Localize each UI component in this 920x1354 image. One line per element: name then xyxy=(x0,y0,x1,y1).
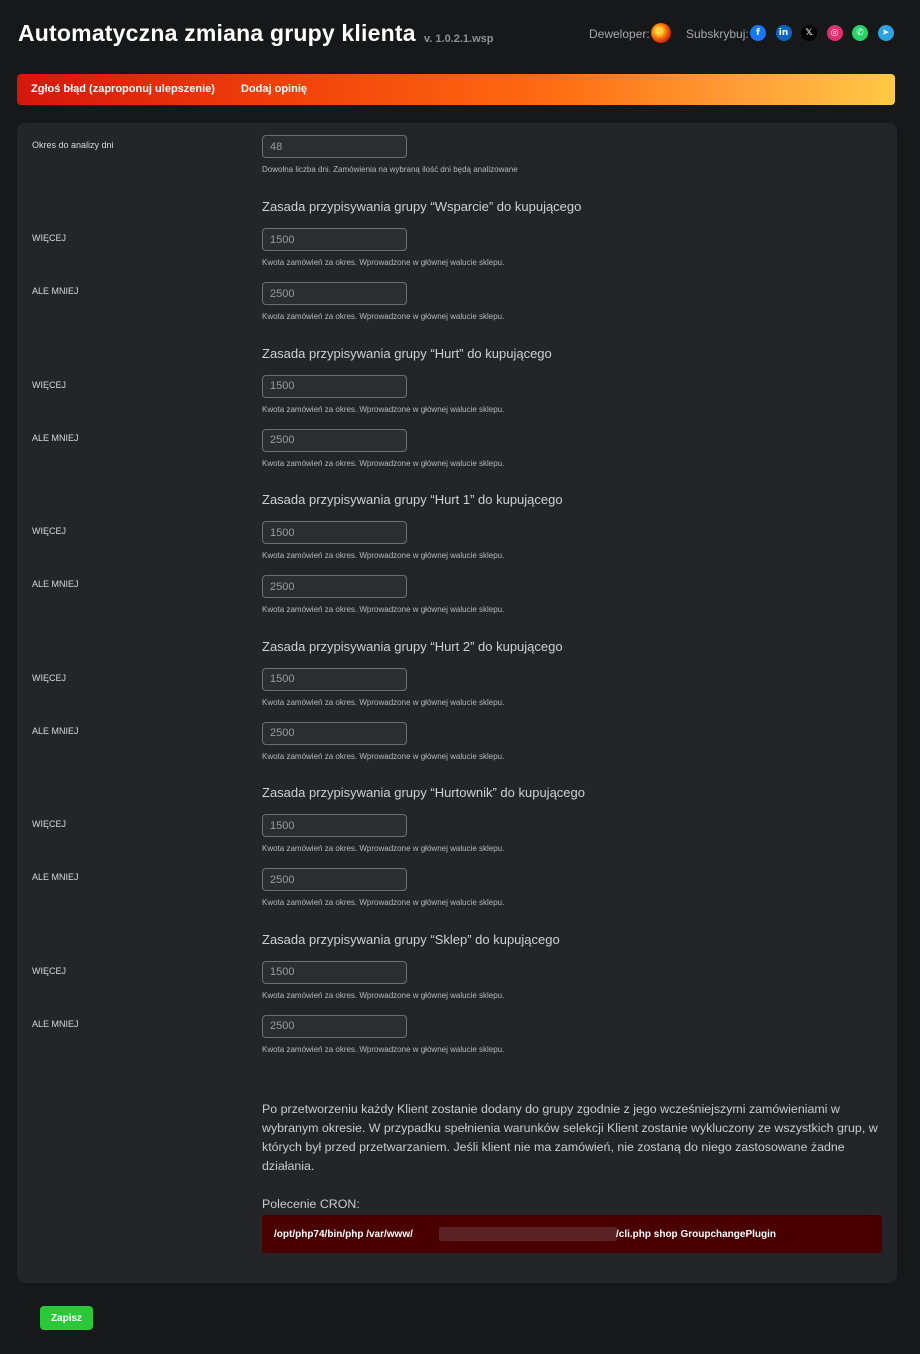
more-label: WIĘCEJ xyxy=(32,965,67,976)
less-amount-input[interactable] xyxy=(262,722,407,745)
more-amount-input[interactable] xyxy=(262,521,407,544)
less-label: ALE MNIEJ xyxy=(32,725,79,736)
amount-hint: Kwota zamówień za okres. Wprowadzone w głównej walucie sklepu. xyxy=(262,751,505,761)
less-amount-input[interactable] xyxy=(262,282,407,305)
rule-section-title: Zasada przypisywania grupy “Hurt” do kupującego xyxy=(262,345,552,361)
rule-section-title: Zasada przypisywania grupy “Hurt 1” do kupującego xyxy=(262,492,563,507)
linkedin-icon[interactable]: in xyxy=(776,25,792,41)
rule-section-title: Zasada przypisywania grupy “Wsparcie” do kupującego xyxy=(262,199,582,214)
action-banner xyxy=(17,74,895,105)
add-review-link[interactable]: Dodaj opinię xyxy=(241,83,307,95)
version-label: v. 1.0.2.1.wsp xyxy=(424,33,494,45)
less-amount-input[interactable] xyxy=(262,868,407,891)
more-amount-input[interactable] xyxy=(262,961,407,984)
whatsapp-icon[interactable]: ✆ xyxy=(852,25,868,41)
more-label: WIĘCEJ xyxy=(32,379,67,390)
developer-logo-icon[interactable] xyxy=(651,23,671,43)
instagram-icon[interactable]: ◎ xyxy=(827,25,843,41)
more-amount-input[interactable] xyxy=(262,668,407,691)
amount-hint: Kwota zamówień za okres. Wprowadzone w głównej walucie sklepu. xyxy=(262,697,505,707)
less-amount-input[interactable] xyxy=(262,575,407,598)
process-description: Po przetworzeniu każdy Klient zostanie dodany do grupy zgodnie z jego wcześniejszymi zamówieniami w wybranym okresie. W przypadku spełnienia warunków selekcji Klient zostanie wykluczony ze wszystkich grup, w których był przed przetwarzaniem. Jeśli klient nie ma zamówień, nie zostaną do niego zastosowane żadne działania. xyxy=(262,1102,878,1173)
period-hint: Dowolna liczba dni. Zamówienia na wybraną ilość dni będą analizowane xyxy=(262,165,518,174)
redacted-path xyxy=(439,1227,617,1241)
more-label: WIĘCEJ xyxy=(32,526,67,536)
amount-hint: Kwota zamówień za okres. Wprowadzone w głównej walucie sklepu. xyxy=(262,844,505,853)
rule-section-title: Zasada przypisywania grupy “Sklep” do kupującego xyxy=(262,931,560,947)
cron-command-suffix: /cli.php shop GroupchangePlugin xyxy=(616,1229,776,1240)
amount-hint: Kwota zamówień za okres. Wprowadzone w głównej walucie sklepu. xyxy=(262,605,505,614)
more-label: WIĘCEJ xyxy=(32,819,67,829)
telegram-icon[interactable]: ➤ xyxy=(878,25,894,41)
amount-hint: Kwota zamówień za okres. Wprowadzone w głównej walucie sklepu. xyxy=(262,258,505,267)
cron-command-prefix: /opt/php74/bin/php /var/www/ xyxy=(274,1229,413,1240)
page-header xyxy=(0,0,920,70)
less-label: ALE MNIEJ xyxy=(32,1018,79,1029)
period-days-input[interactable] xyxy=(262,135,407,158)
more-amount-input[interactable] xyxy=(262,228,407,251)
developer-label: Deweloper: xyxy=(589,27,650,41)
amount-hint: Kwota zamówień za okres. Wprowadzone w głównej walucie sklepu. xyxy=(262,551,505,560)
x-icon[interactable]: 𝕏 xyxy=(801,25,817,41)
subscribe-label: Subskrybuj: xyxy=(686,27,749,41)
amount-hint: Kwota zamówień za okres. Wprowadzone w głównej walucie sklepu. xyxy=(262,1044,505,1054)
amount-hint: Kwota zamówień za okres. Wprowadzone w głównej walucie sklepu. xyxy=(262,898,505,907)
save-button[interactable]: Zapisz xyxy=(40,1306,93,1330)
more-amount-input[interactable] xyxy=(262,814,407,837)
less-amount-input[interactable] xyxy=(262,1015,407,1038)
less-label: ALE MNIEJ xyxy=(32,872,79,882)
cron-label: Polecenie CRON: xyxy=(262,1197,360,1211)
report-bug-link[interactable]: Zgłoś błąd (zaproponuj ulepszenie) xyxy=(31,83,215,95)
more-label: WIĘCEJ xyxy=(32,672,67,683)
cron-command-box xyxy=(262,1215,882,1253)
less-amount-input[interactable] xyxy=(262,429,407,452)
period-label: Okres do analizy dni xyxy=(32,140,114,150)
rule-section-title: Zasada przypisywania grupy “Hurtownik” do kupującego xyxy=(262,785,585,800)
less-label: ALE MNIEJ xyxy=(32,579,79,589)
more-amount-input[interactable] xyxy=(262,375,407,398)
page-title: Automatyczna zmiana grupy klienta xyxy=(18,20,416,46)
amount-hint: Kwota zamówień za okres. Wprowadzone w głównej walucie sklepu. xyxy=(262,990,505,1000)
amount-hint: Kwota zamówień za okres. Wprowadzone w głównej walucie sklepu. xyxy=(262,404,505,414)
amount-hint: Kwota zamówień za okres. Wprowadzone w głównej walucie sklepu. xyxy=(262,458,505,468)
less-label: ALE MNIEJ xyxy=(32,432,79,443)
less-label: ALE MNIEJ xyxy=(32,286,79,296)
rule-section-title: Zasada przypisywania grupy “Hurt 2” do kupującego xyxy=(262,638,563,654)
facebook-icon[interactable]: f xyxy=(750,25,766,41)
more-label: WIĘCEJ xyxy=(32,233,67,243)
amount-hint: Kwota zamówień za okres. Wprowadzone w głównej walucie sklepu. xyxy=(262,312,505,321)
